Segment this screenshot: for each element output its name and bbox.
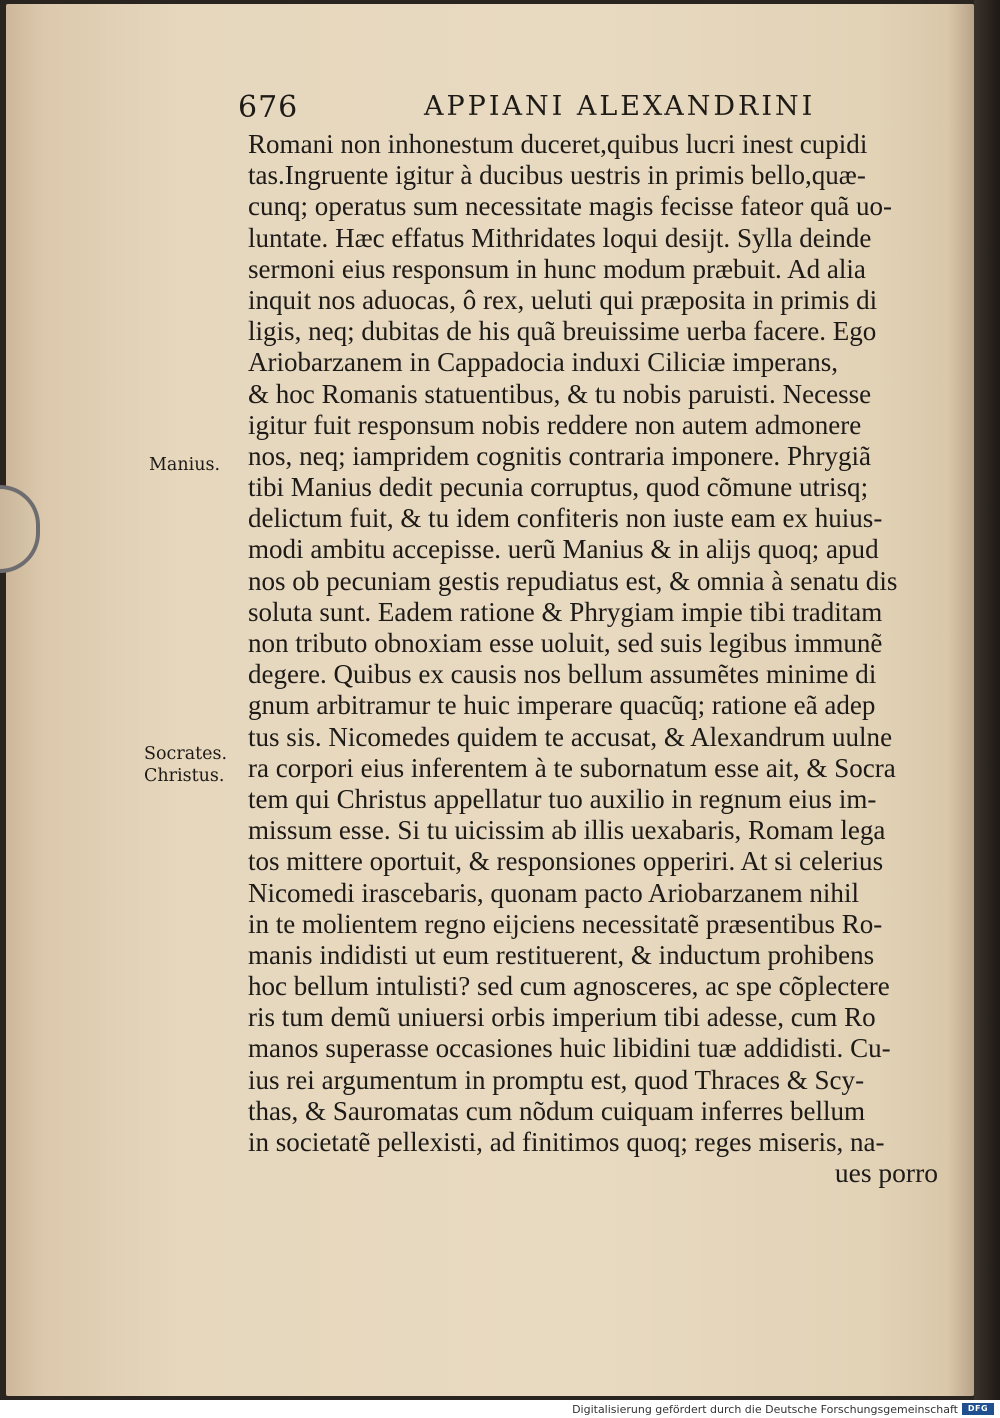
text-line: Nicomedi irascebaris, quonam pacto Ariobarzanem nihil: [248, 876, 859, 908]
text-line: hoc bellum intulisti? sed cum agnosceres, ac spe cõplectere: [248, 970, 890, 1002]
text-line: gnum arbitramur te huic imperare quacũq; ratione eã adep: [248, 689, 876, 721]
text-line: thas, & Sauromatas cum nõdum cuiquam inferres bellum: [248, 1094, 866, 1126]
side-note-socrates: Socrates.: [144, 744, 228, 764]
footer-funding-text: Digitalisierung gefördert durch die Deutsche Forschungsgemeinschaft: [572, 1403, 958, 1416]
text-line: manos superasse occasiones huic libidini tuæ addidisti. Cu-: [248, 1032, 891, 1064]
page-number: 676: [238, 90, 299, 125]
text-line: nos ob pecuniam gestis repudiatus est, & omnia à senatu dis: [248, 564, 898, 596]
text-line: degere. Quibus ex causis nos bellum assumẽtes minime di: [248, 658, 877, 690]
text-line: missum esse. Si tu uicissim ab illis uexabaris, Romam lega: [248, 814, 886, 846]
text-line: cunq; operatus sum necessitate magis fecisse fateor quã uo-: [248, 190, 892, 222]
text-line: tem qui Christus appellatur tuo auxilio in regnum eius im-: [248, 782, 877, 814]
text-line: ligis, neq; dubitas de his quã breuissime uerba facere. Ego: [248, 315, 877, 347]
text-line: modi ambitu accepisse. uerũ Manius & in alijs quoq; apud: [248, 533, 879, 565]
text-line: in te molientem regno eijciens necessitatẽ præsentibus Ro-: [248, 907, 883, 939]
text-line: igitur fuit responsum nobis reddere non autem admonere: [248, 408, 862, 440]
text-line: & hoc Romanis statuentibus, & tu nobis paruisti. Necesse: [248, 377, 872, 409]
text-line: delictum fuit, & tu idem confiteris non iuste eam ex huius-: [248, 502, 883, 534]
text-line: tas.Ingruente igitur à ducibus uestris in primis bello,quæ-: [248, 159, 866, 191]
paper-page: [6, 4, 974, 1396]
text-line: non tributo obnoxiam esse uoluit, sed suis legibus immunẽ: [248, 627, 883, 658]
running-title: APPIANI ALEXANDRINI: [424, 91, 816, 122]
text-line: tus sis. Nicomedes quidem te accusat, & Alexandrum uulne: [248, 720, 893, 752]
text-line: nos, neq; iampridem cognitis contraria imponere. Phrygiã: [248, 439, 872, 471]
text-line: ues porro: [834, 1157, 938, 1189]
dfg-logo: DFG: [962, 1403, 994, 1415]
scan-edge-shadow: [974, 0, 1000, 1400]
text-line: ris tum demũ uniuersi orbis imperium tibi adesse, cum Ro: [248, 1001, 876, 1033]
text-line: in societatẽ pellexisti, ad finitimos quoq; reges miseris, na-: [248, 1126, 885, 1157]
text-line: manis indidisti ut eum restituerent, & inductum prohibens: [248, 938, 875, 970]
side-note-christus: Christus.: [144, 766, 225, 786]
text-line: ra corpori eius inferentem à te subornatum esse ait, & Socra: [248, 751, 896, 783]
text-line: luntate. Hæc effatus Mithridates loqui desijt. Sylla deinde: [248, 221, 872, 253]
main-text-block: [248, 128, 948, 1188]
text-line: Ariobarzanem in Cappadocia induxi Ciliciæ imperans,: [248, 346, 839, 378]
side-note-manius: Manius.: [149, 455, 221, 475]
text-line: inquit nos aduocas, ô rex, ueluti qui præposita in primis di: [248, 283, 878, 315]
text-line: tos mittere oportuit, & responsiones opperiri. At si celerius: [248, 845, 884, 877]
text-line: sermoni eius responsum in hunc modum præbuit. Ad alia: [248, 252, 866, 284]
text-line: soluta sunt. Eadem ratione & Phrygiam impie tibi traditam: [248, 595, 883, 627]
text-line: ius rei argumentum in promptu est, quod Thraces & Scy-: [248, 1063, 865, 1095]
text-line: tibi Manius dedit pecunia corruptus, quod cõmune utrisq;: [248, 471, 869, 503]
footer-bar: [0, 1400, 1000, 1418]
text-line: Romani non inhonestum duceret,quibus lucri inest cupidi: [248, 128, 868, 159]
page-header: [238, 90, 938, 130]
